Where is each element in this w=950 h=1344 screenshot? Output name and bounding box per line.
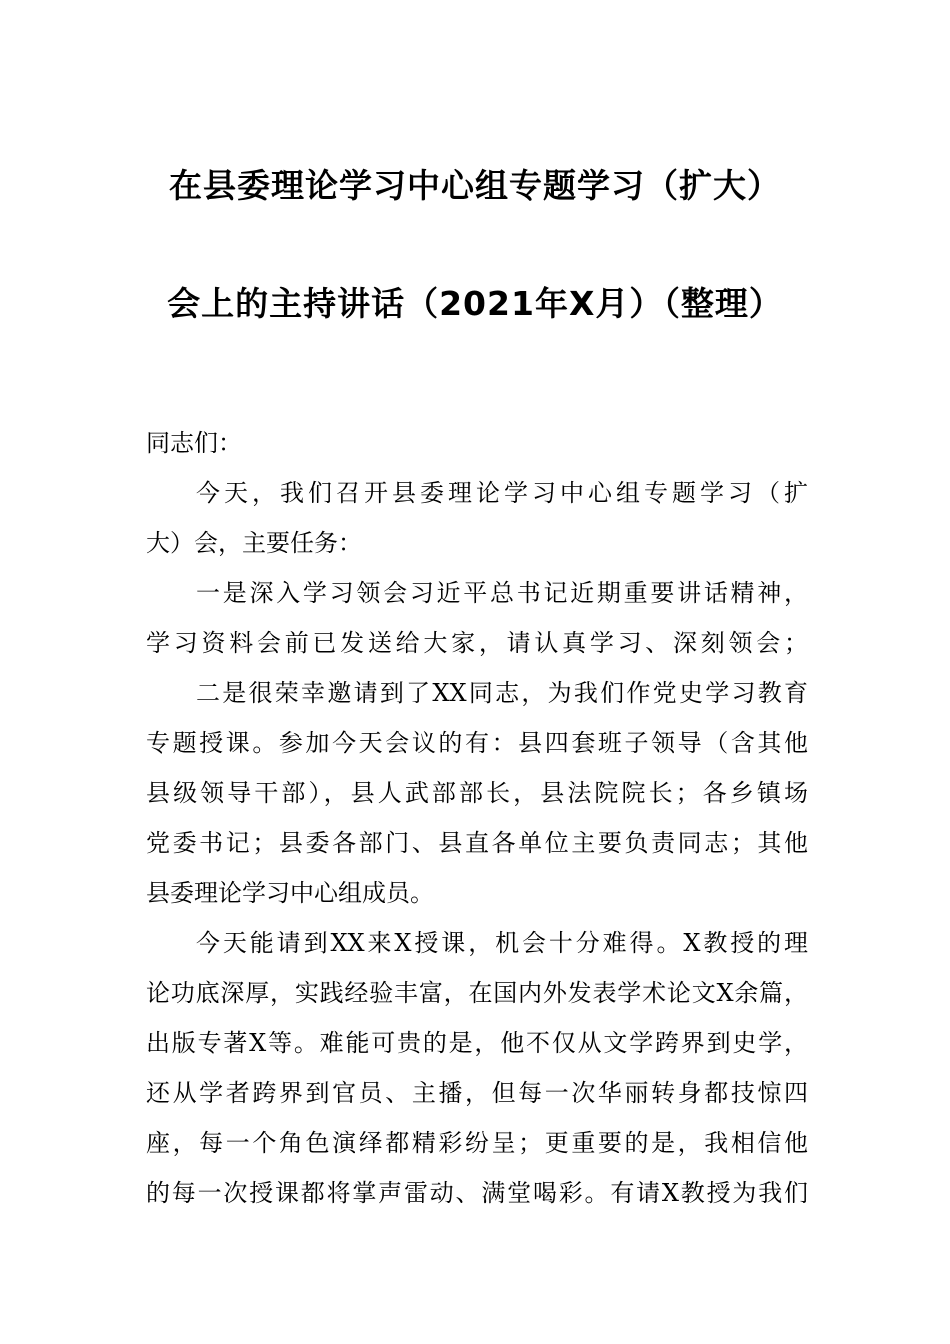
- document-body: [146, 418, 808, 1218]
- paragraph-line: 党委书记；县委各部门、县直各单位主要负责同志；其他: [146, 829, 808, 857]
- paragraph-line: 二是很荣幸邀请到了XX同志，为我们作党史学习教育: [196, 679, 808, 707]
- paragraph-line: 县级领导干部），县人武部部长，县法院院长；各乡镇场: [146, 779, 808, 807]
- paragraph-line: 一是深入学习领会习近平总书记近期重要讲话精神，: [196, 579, 808, 607]
- paragraph-line: 还从学者跨界到官员、主播，但每一次华丽转身都技惊四: [146, 1079, 808, 1107]
- paragraph-line: 的每一次授课都将掌声雷动、满堂喝彩。有请X教授为我们: [146, 1179, 808, 1207]
- salutation: 同志们：: [146, 429, 242, 457]
- document-title-line-2: 会上的主持讲话（2021年X月）（整理）: [167, 284, 783, 323]
- document-title-line-1: 在县委理论学习中心组专题学习（扩大）: [169, 166, 781, 205]
- paragraph-line: 出版专著X等。难能可贵的是，他不仅从文学跨界到史学，: [146, 1029, 808, 1057]
- paragraph-line: 大）会，主要任务：: [146, 529, 362, 557]
- paragraph-line: 专题授课。参加今天会议的有：县四套班子领导（含其他: [146, 729, 808, 757]
- paragraph-line: 论功底深厚，实践经验丰富，在国内外发表学术论文X余篇，: [146, 979, 808, 1007]
- paragraph-line: 学习资料会前已发送给大家，请认真学习、深刻领会；: [146, 629, 808, 657]
- paragraph-line: 县委理论学习中心组成员。: [146, 879, 434, 907]
- paragraph-line: 今天能请到XX来X授课，机会十分难得。X教授的理: [196, 929, 808, 957]
- paragraph-line: 今天，我们召开县委理论学习中心组专题学习（扩: [196, 479, 808, 507]
- paragraph-line: 座，每一个角色演绎都精彩纷呈；更重要的是，我相信他: [146, 1129, 808, 1157]
